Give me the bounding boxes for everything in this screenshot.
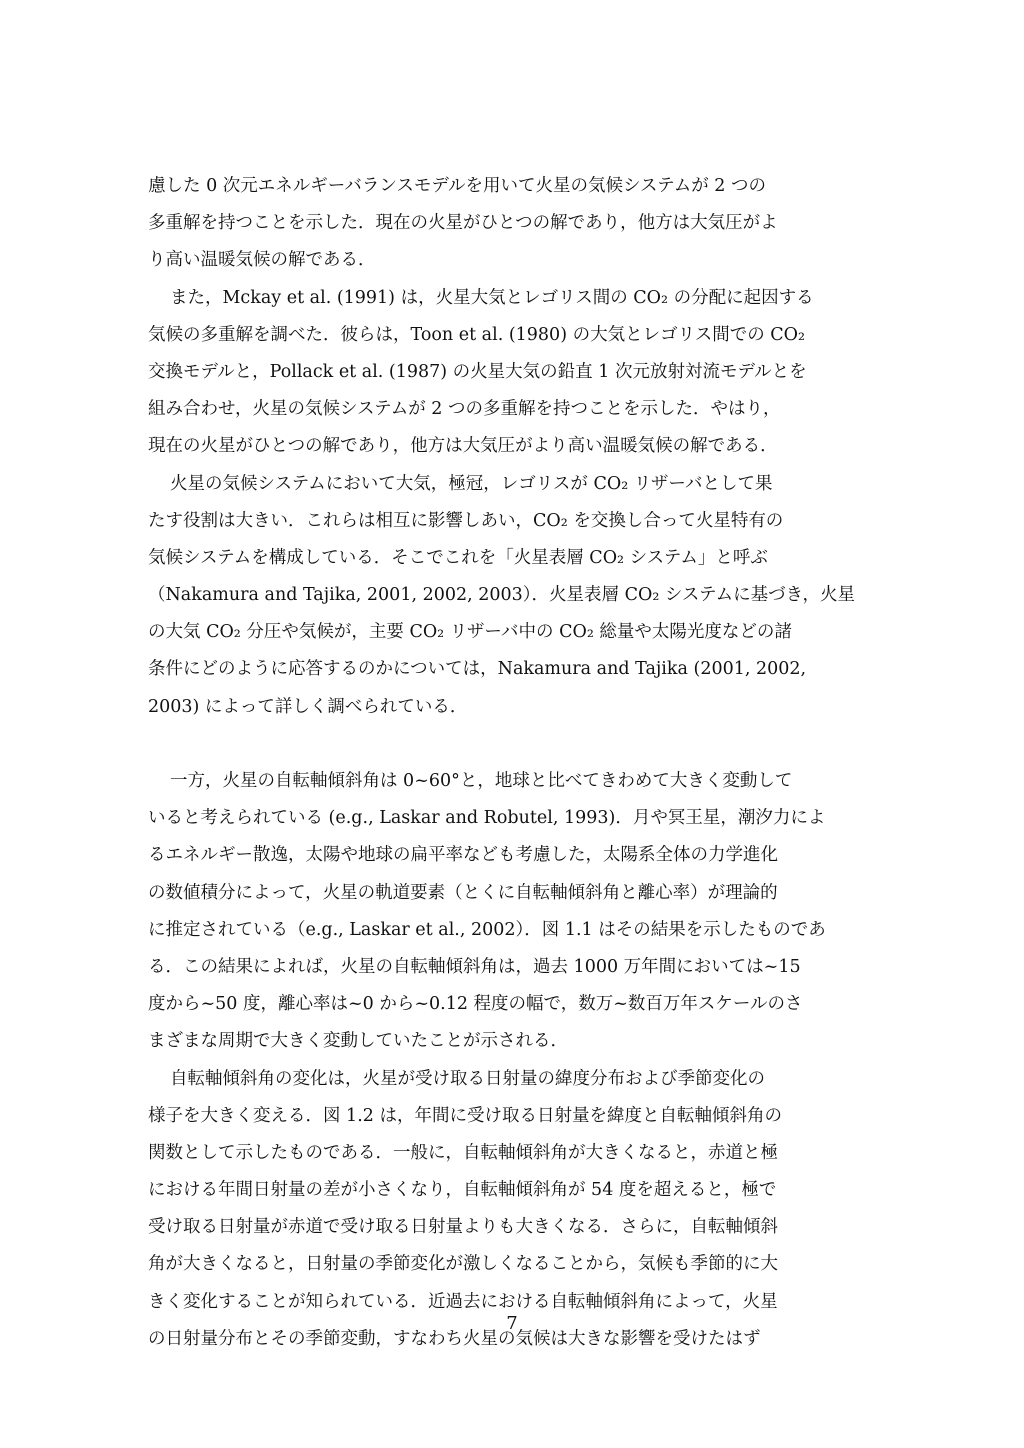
text-line: 度から~50 度，離心率は~0 から~0.12 程度の幅で，数万~数百万年スケールのさ: [148, 994, 803, 1015]
text-line: 2003) によって詳しく調べられている．: [148, 696, 468, 717]
text-line: 一方，火星の自転軸傾斜角は 0~60°と，地球と比べてきわめて大きく変動して: [170, 771, 793, 791]
text-line: り高い温暖気候の解である．: [148, 250, 376, 271]
text-line: また，Mckay et al. (1991) は，火星大気とレゴリス間の CO₂ の分配に起因する: [170, 287, 814, 308]
text-line: たす役割は大きい．これらは相互に影響しあい，CO₂ を交換し合って火星特有の: [148, 510, 784, 531]
text-line: における年間日射量の差が小さくなり，自転軸傾斜角が 54 度を超えると，極で: [148, 1180, 777, 1201]
text-line: るエネルギー散逸，太陽や地球の扁平率なども考慮した，太陽系全体の力学進化: [148, 845, 778, 866]
text-line: きく変化することが知られている．近過去における自転軸傾斜角によって，火星: [148, 1291, 778, 1312]
text-line: に推定されている（e.g., Laskar et al., 2002）．図 1.1 はその結果を示したものであ: [148, 919, 826, 940]
text-line: 交換モデルと，Pollack et al. (1987) の火星大気の鉛直 1 次元放射対流モデルとを: [148, 361, 807, 382]
text-line: 条件にどのように応答するのかについては，Nakamura and Tajika (2001, 2002,: [148, 659, 807, 680]
page-number: 7: [506, 1313, 518, 1334]
text-line: 慮した 0 次元エネルギーバランスモデルを用いて火星の気候システムが 2 つの: [148, 176, 766, 196]
paragraph-4: [148, 763, 876, 1061]
text-line: 様子を大きく変える．図 1.2 は，年間に受け取る日射量を緯度と自転軸傾斜角の: [148, 1105, 782, 1126]
text-line: 関数として示したものである．一般に，自転軸傾斜角が大きくなると，赤道と極: [148, 1142, 778, 1163]
text-line: 現在の火星がひとつの解であり，他方は大気圧がより高い温暖気候の解である．: [148, 436, 778, 457]
text-line: 組み合わせ，火星の気候システムが 2 つの多重解を持つことを示した．やはり，: [148, 399, 781, 420]
text-line: の日射量分布とその季節変動，すなわち火星の気候は大きな影響を受けたはず: [148, 1328, 761, 1349]
text-line: 自転軸傾斜角の変化は，火星が受け取る日射量の緯度分布および季節変化の: [170, 1068, 765, 1089]
body-text: [148, 168, 876, 1358]
text-line: の大気 CO₂ 分圧や気候が，主要 CO₂ リザーバ中の CO₂ 総量や太陽光度などの諸: [148, 622, 792, 643]
text-line: 角が大きくなると，日射量の季節変化が激しくなることから，気候も季節的に大: [148, 1254, 778, 1275]
paragraph-2: [148, 280, 876, 466]
text-line: 受け取る日射量が赤道で受け取る日射量よりも大きくなる．さらに，自転軸傾斜: [148, 1217, 778, 1238]
text-line: 気候システムを構成している．そこでこれを「火星表層 CO₂ システム」と呼ぶ: [148, 547, 768, 568]
text-line: 火星の気候システムにおいて大気，極冠，レゴリスが CO₂ リザーバとして果: [170, 473, 773, 494]
paragraph-1: [148, 168, 876, 280]
section-gap: [148, 726, 876, 763]
text-line: まざまな周期で大きく変動していたことが示される．: [148, 1031, 568, 1052]
paragraph-3: [148, 466, 876, 726]
text-line: の数値積分によって，火星の軌道要素（とくに自転軸傾斜角と離心率）が理論的: [148, 882, 778, 903]
text-line: る．この結果によれば，火星の自転軸傾斜角は，過去 1000 万年間においては~15: [148, 956, 801, 977]
text-line: いると考えられている (e.g., Laskar and Robutel, 1993)．月や冥王星，潮汐力によ: [148, 808, 826, 829]
text-line: 気候の多重解を調べた．彼らは，Toon et al. (1980) の大気とレゴリス間での CO₂: [148, 324, 806, 345]
text-line: 多重解を持つことを示した．現在の火星がひとつの解であり，他方は大気圧がよ: [148, 213, 778, 234]
text-line: （Nakamura and Tajika, 2001, 2002, 2003）．火星表層 CO₂ システムに基づき，火星: [148, 585, 855, 606]
